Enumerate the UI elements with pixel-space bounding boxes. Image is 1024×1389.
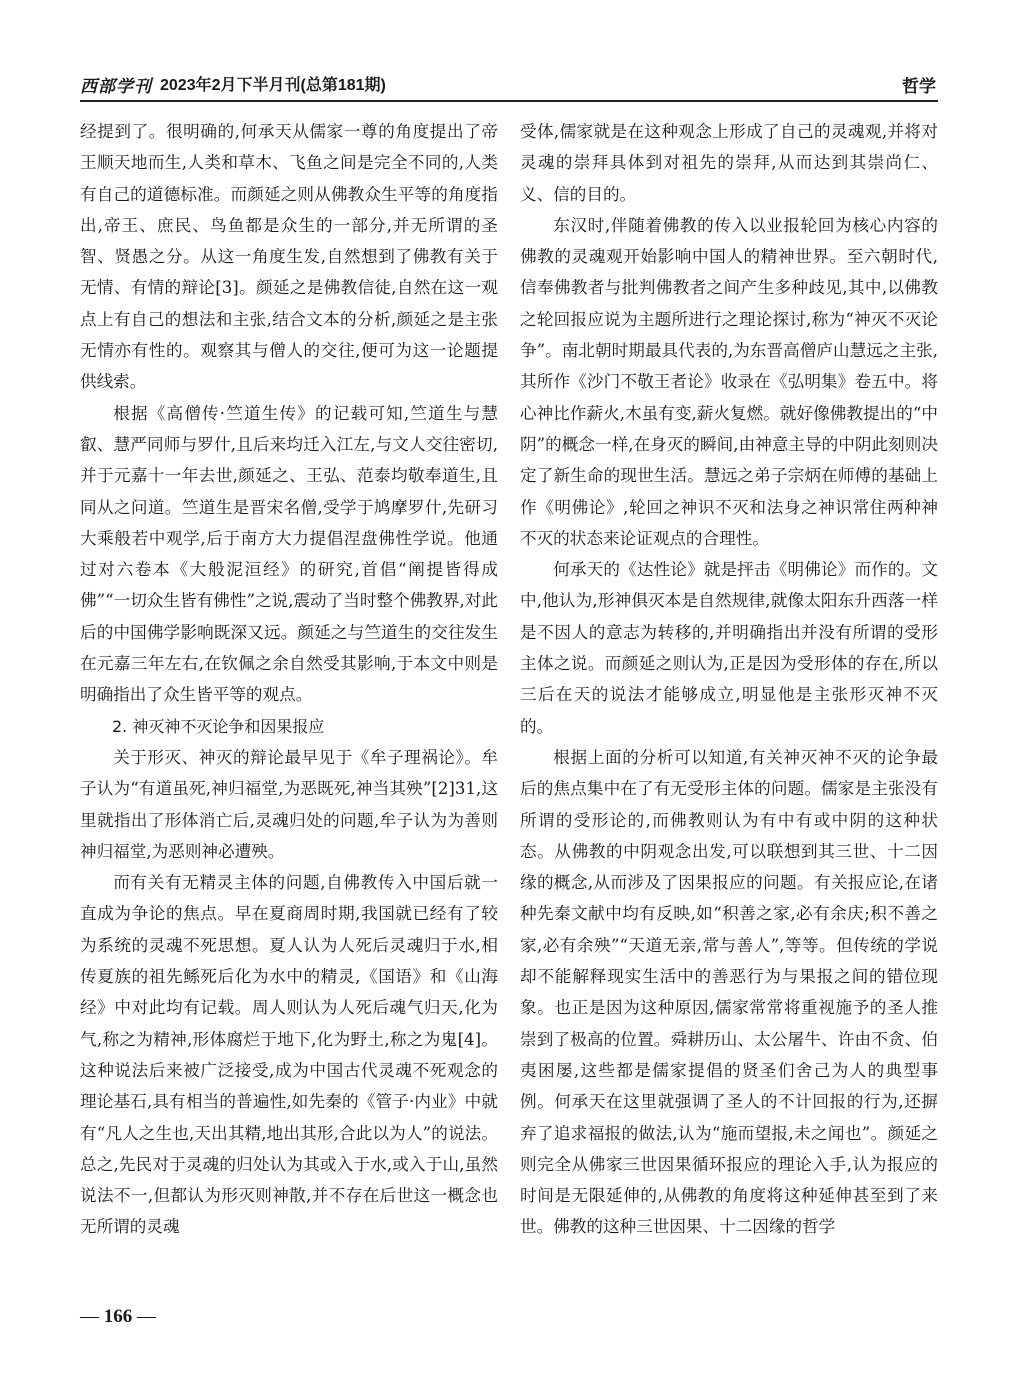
paragraph: 关于形灭、神灭的辩论最早见于《牟子理祸论》。牟子认为“有道虽死,神归福堂,为恶既死,神当其殃”[2]31,这里就指出了形体消亡后,灵魂归处的问题,牟子认为为善则神归福堂,为恶则神必遭殃。: [80, 747, 498, 861]
paragraph: 而有关有无精灵主体的问题,自佛教传入中国后就一直成为争论的焦点。早在夏商周时期,我国就已经有了较为系统的灵魂不死思想。夏人认为人死后灵魂归于水,相传夏族的祖先鲧死后化为水中的精灵,《国语》和《山海经》中对此均有记载。周人则认为人死后魂气归天,化为气,称之为精神,形体腐烂于地下,化为野土,称之为鬼[4]。这种说法后来被广泛接受,成为中国古代灵魂不死观念的理论基石,具有相当的普遍性,如先秦的《管子·内业》中就有“凡人之生也,天出其精,地出其形,合此以为人”的说法。总之,先民对于灵魂的归处认为其或入于水,或入于山,虽然说法不一,但都认为形灭则神散,并不存在后世这一概念也无所谓的灵魂: [80, 873, 498, 1237]
issue-info: 2023年2月下半月刊(总第181期): [160, 77, 386, 94]
header-rule: [80, 100, 938, 102]
paragraph: 根据上面的分析可以知道,有关神灭神不灭的论争最后的焦点集中在了有无受形主体的问题。儒家是主张没有所谓的受形论的,而佛教则认为有中有或中阴的这种状态。从佛教的中阴观念出发,可以联想到其三世、十二因缘的概念,从而涉及了因果报应的问题。有关报应论,在诸种先秦文献中均有反映,如“积善之家,必有余庆;积不善之家,必有余殃”“天道无亲,常与善人”,等等。但传统的学说却不能解释现实生活中的善恶行为与果报之间的错位现象。也正是因为这种原因,儒家常常将重视施予的圣人推崇到了极高的位置。舜耕历山、太公屠牛、许由不贪、伯夷困屡,这些都是儒家提倡的贤圣们舍己为人的典型事例。何承天在这里就强调了圣人的不计回报的行为,还摒弃了追求福报的做法,认为“施而望报,未之闻也”。颜延之则完全从佛家三世因果循环报应的理论入手,认为报应的时间是无限延伸的,从佛教的角度将这种延伸甚至到了来世。佛教的这种三世因果、十二因缘的哲学: [520, 747, 938, 1237]
section-name: 哲学: [902, 77, 936, 96]
running-header: [80, 72, 938, 96]
paragraph: 受体,儒家就是在这种观念上形成了自己的灵魂观,并将对灵魂的崇拜具体到对祖先的崇拜,从而达到其崇尚仁、义、信的目的。: [520, 122, 938, 204]
journal-logo: 西部学刊: [80, 77, 152, 97]
right-column: [520, 116, 938, 1276]
page-number: 166: [103, 1306, 133, 1327]
left-column: [80, 116, 498, 1276]
paragraph: 经提到了。很明确的,何承天从儒家一尊的角度提出了帝王顺天地而生,人类和草木、飞鱼之间是完全不同的,人类有自己的道德标准。而颜延之则从佛教众生平等的角度指出,帝王、庶民、鸟鱼都是众生的一部分,并无所谓的圣智、贤愚之分。从这一角度生发,自然想到了佛教有关于无情、有情的辩论[3]。颜延之是佛教信徒,自然在这一观点上有自己的想法和主张,结合文本的分析,颜延之是主张无情亦有性的。观察其与僧人的交往,便可为这一论题提供线索。: [80, 122, 498, 392]
section-heading: 2. 神灭神不灭论争和因果报应: [112, 716, 325, 736]
paragraph: 何承天的《达性论》就是抨击《明佛论》而作的。文中,他认为,形神俱灭本是自然规律,就像太阳东升西落一样是不因人的意志为转移的,并明确指出并没有所谓的受形主体之说。而颜延之则认为,正是因为受形体的存在,所以三后在天的说法才能够成立,明显他是主张形灭神不灭的。: [520, 560, 938, 736]
paragraph: 根据《高僧传·竺道生传》的记载可知,竺道生与慧叡、慧严同师与罗什,且后来均迁入江左,与文人交往密切,并于元嘉十一年去世,颜延之、王弘、范泰均敬奉道生,且同从之问道。竺道生是晋宋名僧,受学于鸠摩罗什,先研习大乘般若中观学,后于南方大力提倡涅盘佛性学说。他通过对六卷本《大般泥洹经》的研究,首倡“阐提皆得成佛”“一切众生皆有佛性”之说,震动了当时整个佛教界,对此后的中国佛学影响既深又远。颜延之与竺道生的交往发生在元嘉三年左右,在钦佩之余自然受其影响,于本文中则是明确指出了众生皆平等的观点。: [80, 403, 498, 705]
footer-dash: —: [80, 1306, 99, 1327]
paragraph: 东汉时,伴随着佛教的传入以业报轮回为核心内容的佛教的灵魂观开始影响中国人的精神世界。至六朝时代,信奉佛教者与批判佛教者之间产生多种歧见,其中,以佛教之轮回报应说为主题所进行之理论探讨,称为“神灭不灭论争”。南北朝时期最具代表的,为东晋高僧庐山慧远之主张,其所作《沙门不敬王者论》收录在《弘明集》卷五中。将心神比作薪火,木虽有变,薪火复燃。就好像佛教提出的“中阴”的概念一样,在身灭的瞬间,由神意主导的中阴此刻则决定了新生命的现世生活。慧远之弟子宗炳在师傅的基础上作《明佛论》,轮回之神识不灭和法身之神识常住两种神不灭的状态来论证观点的合理性。: [520, 215, 938, 548]
page-footer: [80, 1306, 156, 1328]
footer-dash: —: [137, 1306, 156, 1327]
